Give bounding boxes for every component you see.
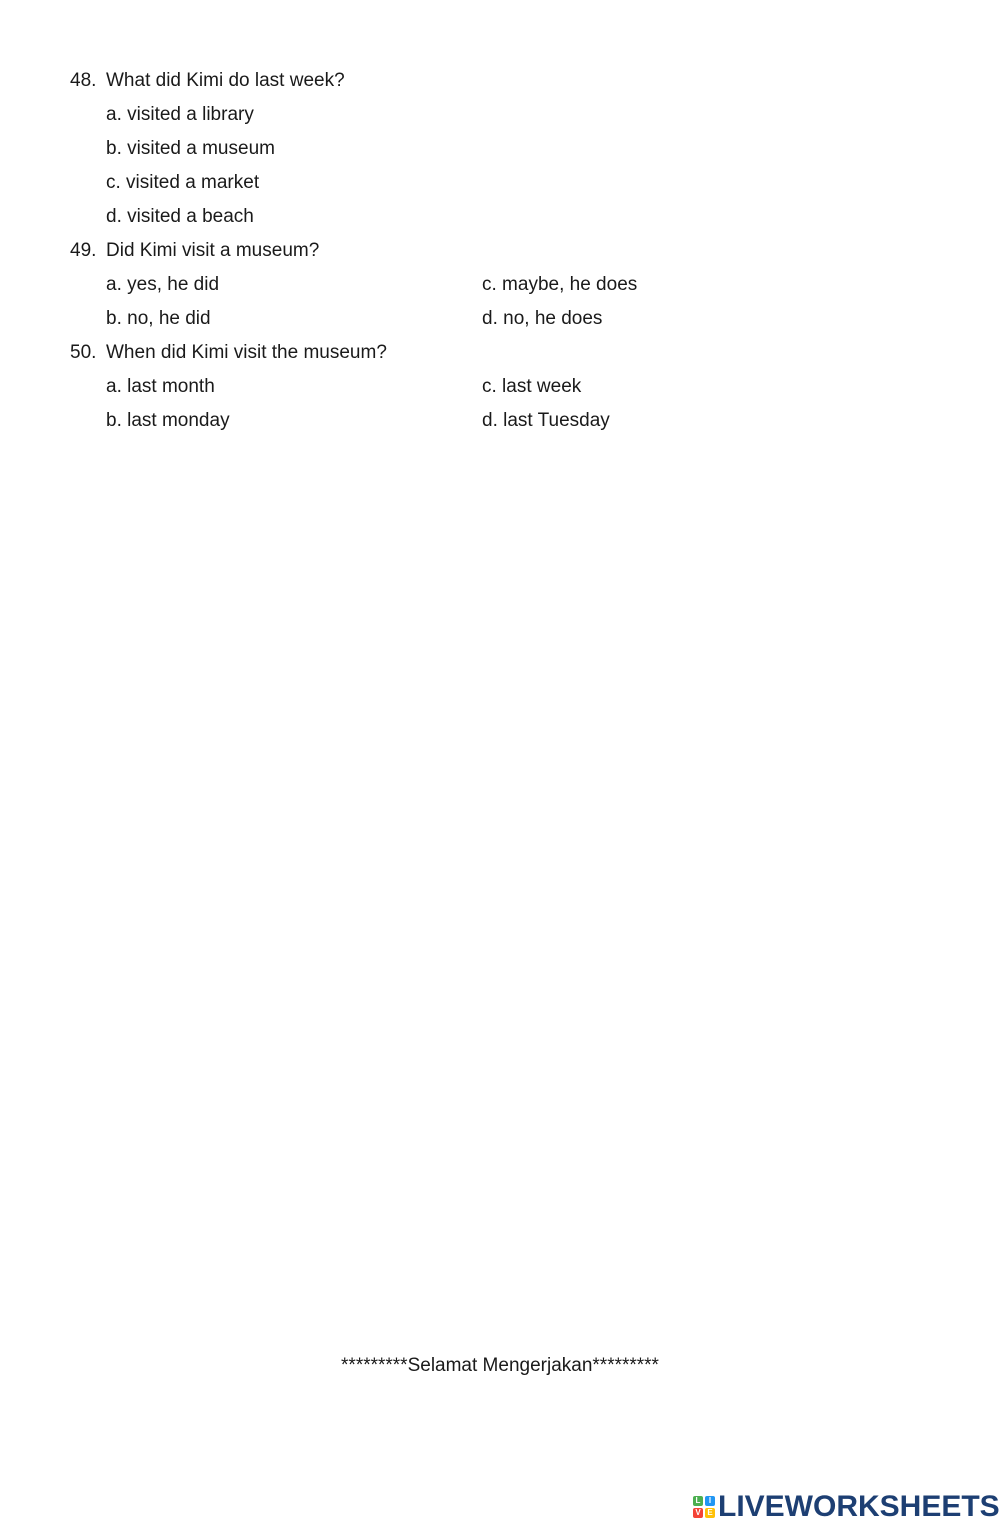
logo-mark-e: E — [705, 1508, 715, 1518]
question-text: Did Kimi visit a museum? — [106, 240, 320, 261]
option-50-c[interactable]: c. last week — [482, 376, 582, 397]
question-text: What did Kimi do last week? — [106, 70, 345, 91]
option-label: d. visited a beach — [106, 206, 254, 227]
option-50-b[interactable]: b. last monday — [106, 410, 230, 431]
liveworksheets-logo-icon — [693, 1496, 715, 1518]
logo-mark-v: V — [693, 1508, 703, 1518]
option-49-b[interactable]: b. no, he did — [106, 308, 211, 329]
question-number: 49. — [70, 240, 97, 261]
option-49-c[interactable]: c. maybe, he does — [482, 274, 638, 295]
logo-mark-l: L — [693, 1496, 703, 1506]
logo-mark-i: I — [705, 1496, 715, 1506]
option-50-d[interactable]: d. last Tuesday — [482, 410, 610, 431]
option-49-d[interactable]: d. no, he does — [482, 308, 603, 329]
question-text: When did Kimi visit the museum? — [106, 342, 387, 363]
logo-wordmark: LIVEWORKSHEETS — [718, 1490, 1000, 1523]
option-label: a. visited a library — [106, 104, 254, 125]
option-label: b. visited a museum — [106, 138, 275, 159]
option-label: c. visited a market — [106, 172, 260, 193]
option-49-a[interactable]: a. yes, he did — [106, 274, 220, 295]
question-number: 48. — [70, 70, 97, 91]
closing-message: *********Selamat Mengerjakan********* — [341, 1355, 659, 1376]
option-50-a[interactable]: a. last month — [106, 376, 215, 397]
liveworksheets-logo[interactable] — [693, 1490, 1000, 1524]
question-number: 50. — [70, 342, 97, 363]
